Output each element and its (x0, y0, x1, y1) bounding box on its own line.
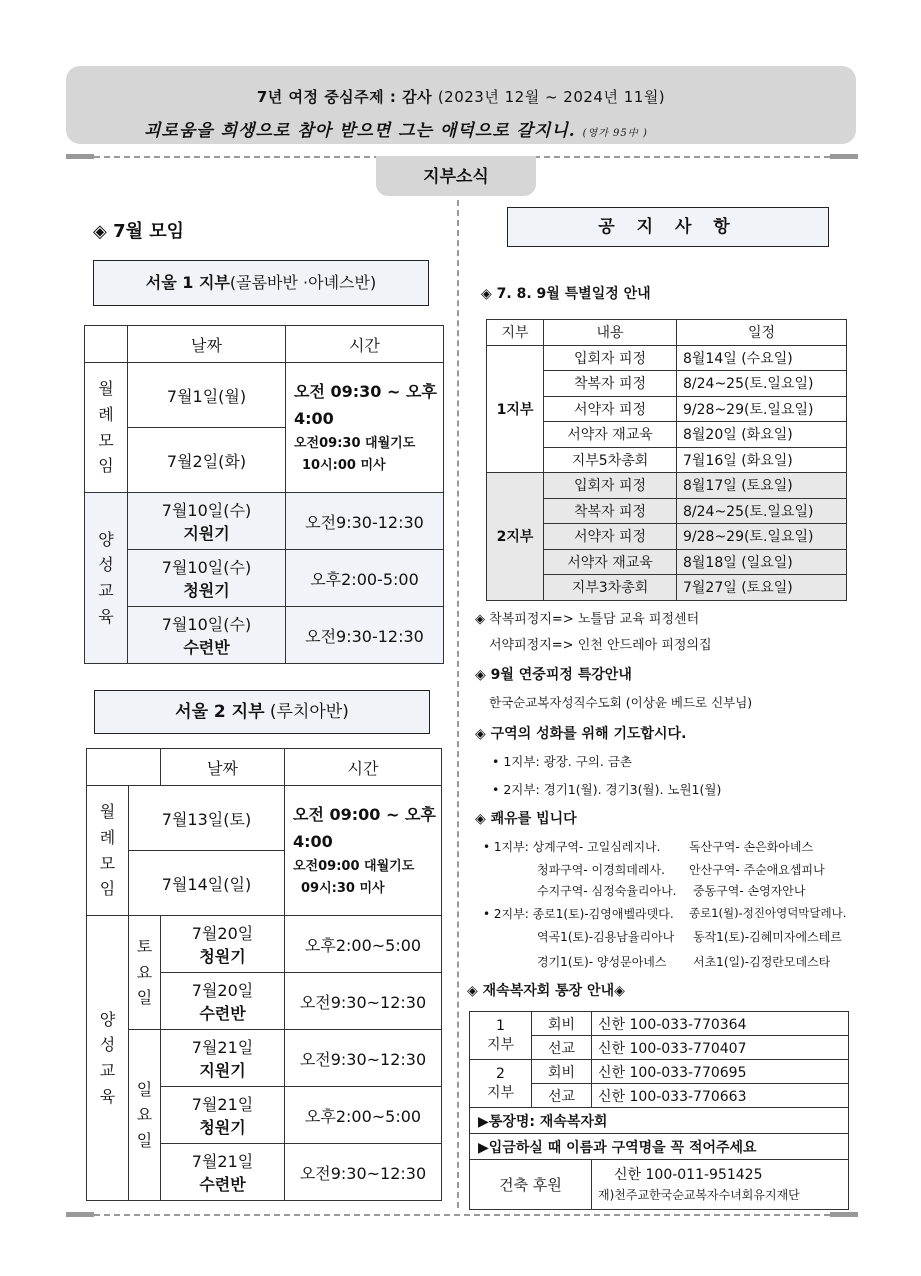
date-cell: 7월2일(화) (128, 428, 286, 493)
col-header: 지부 (487, 320, 544, 346)
item-cell: 서약자 재교육 (544, 422, 677, 448)
sept-text: 한국순교복자성직수도회 (이상윤 베드로 신부님) (489, 695, 753, 710)
edu-date-cell: 7월21일 청원기 (161, 1087, 285, 1144)
divider-cap (66, 1212, 94, 1217)
date-cell: 8월17일 (토요일) (677, 473, 847, 499)
heal-line: 수지구역- 심정숙율리아나. (537, 884, 677, 898)
edu-time-cell: 오전9:30~12:30 (285, 1144, 442, 1201)
item-cell: 지부5차총회 (544, 447, 677, 473)
verse-line: 괴로움을 희생으로 참아 받으면 그는 애덕으로 갈지니. (영가 95中 ) (144, 121, 648, 141)
heal-line: 종로1(월)-정진아영덕막달레나. (689, 906, 847, 920)
date-cell: 7월16일 (화요일) (677, 447, 847, 473)
edu-time-cell: 오후2:00~5:00 (285, 916, 442, 973)
sunday-label: 일 요 일 (129, 1030, 161, 1201)
heal-line: 경기1(토)- 양성문아네스 (537, 955, 667, 969)
col-header: 날짜 (161, 749, 285, 786)
item-cell: 입회자 피정 (544, 473, 677, 499)
item-cell: 입회자 피정 (544, 345, 677, 371)
edu-date-cell: 7월21일 수련반 (161, 1144, 285, 1201)
edu-time-cell: 오전9:30~12:30 (285, 1030, 442, 1087)
venue-line: ◈ 착복피정지=> 노틀담 교육 피정센터 (475, 612, 700, 627)
heal-line: 역곡1(토)-김용남율리아나 (537, 930, 675, 944)
col-header: 시간 (286, 326, 444, 363)
edu-date-cell: 7월20일 청원기 (161, 916, 285, 973)
prayer-title: ◈ 구역의 성화를 위해 기도합시다. (475, 726, 687, 742)
edu-date-cell: 7월21일 지원기 (161, 1030, 285, 1087)
prayer-line: • 2지부: 경기1(월). 경기3(월). 노원1(월) (492, 782, 722, 797)
header-banner (66, 66, 856, 144)
seoul1-schedule-table (84, 325, 444, 664)
heal-line: • 2지부: 종로1(토)-김영애벨라뎃다. (483, 907, 674, 921)
edu-time-cell: 오후2:00-5:00 (286, 550, 444, 607)
acc-note: ▶입금하실 때 이름과 구역명을 꼭 적어주세요 (470, 1134, 849, 1160)
date-cell: 9/28~29(토.일요일) (677, 524, 847, 550)
branch2-label: 2지부 (487, 473, 544, 601)
heal-line: 안산구역- 주순애요셉피나 (689, 863, 825, 877)
branch1-label: 1 지부 (470, 1012, 532, 1060)
heal-line: 중동구역- 손영자안나 (693, 884, 806, 898)
monthly-label: 월 례 모 임 (87, 786, 129, 916)
heal-line: 독산구역- 손은화아녜스 (689, 840, 814, 854)
build-info: 신한 100-011-951425 재)천주교한국순교복자수녀회유지재단 (592, 1160, 849, 1210)
notice-title-box: 공 지 사 항 (507, 207, 829, 247)
item-cell: 서약자 재교육 (544, 549, 677, 575)
divider (94, 1214, 830, 1216)
section-tab: 지부소식 (376, 156, 536, 196)
monthly-time-cell: 오전 09:30 ~ 오후4:00 오전09:30 대월기도 10시:00 미사 (286, 363, 444, 493)
special-schedule-table (486, 319, 847, 601)
item-cell: 착복자 피정 (544, 498, 677, 524)
heal-line: 서초1(일)-김정란모데스타 (693, 955, 831, 969)
date-cell: 8/24~25(토.일요일) (677, 371, 847, 397)
divider-cap (830, 154, 858, 159)
special-title: ◈ 7. 8. 9월 특별일정 안내 (481, 286, 651, 302)
date-cell: 8월20일 (화요일) (677, 422, 847, 448)
acc-type: 회비 (532, 1060, 592, 1084)
date-cell: 7월1일(월) (128, 363, 286, 428)
col-header: 시간 (285, 749, 442, 786)
account-title: ◈ 재속복자회 통장 안내◈ (467, 983, 625, 999)
sept-title: ◈ 9월 연중피정 특강안내 (475, 667, 632, 683)
acc-num: 신한 100-033-770695 (592, 1060, 849, 1084)
date-cell: 7월27일 (토요일) (677, 575, 847, 601)
column-divider (457, 200, 459, 1208)
prayer-line: • 1지부: 광장. 구의. 금촌 (492, 754, 632, 769)
item-cell: 서약자 피정 (544, 524, 677, 550)
theme-line: 7년 여정 중심주제 : 감사 (2023년 12월 ~ 2024년 11월) (256, 88, 666, 106)
date-cell: 8월18일 (일요일) (677, 549, 847, 575)
acc-num: 신한 100-033-770364 (592, 1012, 849, 1036)
branch1-label: 1지부 (487, 345, 544, 473)
corner-cell (85, 326, 128, 363)
edu-label: 양 성 교 육 (87, 916, 129, 1201)
edu-date-cell: 7월10일(수) 지원기 (128, 493, 286, 550)
heal-line: 동작1(토)-김혜미자에스테르 (693, 930, 842, 944)
date-cell: 7월13일(토) (129, 786, 285, 851)
date-cell: 8월14일 (수요일) (677, 345, 847, 371)
seoul2-title-box: 서울 2 지부 (루치아반) (94, 690, 430, 734)
edu-time-cell: 오후2:00~5:00 (285, 1087, 442, 1144)
edu-time-cell: 오전9:30-12:30 (286, 493, 444, 550)
item-cell: 지부3차총회 (544, 575, 677, 601)
venue-line: 서약피정지=> 인천 안드레아 피정의집 (489, 638, 712, 653)
col-header: 일정 (677, 320, 847, 346)
build-label: 건축 후원 (470, 1160, 592, 1210)
heal-title: ◈ 쾌유를 빕니다 (475, 811, 577, 827)
acc-type: 선교 (532, 1036, 592, 1060)
date-cell: 7월14일(일) (129, 851, 285, 916)
col-header: 날짜 (128, 326, 286, 363)
seoul2-schedule-table (86, 748, 442, 1201)
divider-cap (830, 1212, 858, 1217)
branch2-label: 2 지부 (470, 1060, 532, 1108)
acc-type: 선교 (532, 1084, 592, 1108)
date-cell: 9/28~29(토.일요일) (677, 396, 847, 422)
monthly-label: 월 례 모 임 (85, 363, 128, 493)
edu-label: 양 성 교 육 (85, 493, 128, 664)
item-cell: 착복자 피정 (544, 371, 677, 397)
heal-line: • 1지부: 상계구역- 고일심레지나. (483, 840, 661, 854)
acc-num: 신한 100-033-770663 (592, 1084, 849, 1108)
saturday-label: 토 요 일 (129, 916, 161, 1030)
divider-cap (66, 154, 94, 159)
date-cell: 8/24~25(토.일요일) (677, 498, 847, 524)
account-table (469, 1011, 849, 1210)
edu-date-cell: 7월10일(수) 수련반 (128, 607, 286, 664)
edu-date-cell: 7월10일(수) 청원기 (128, 550, 286, 607)
section-title: ◈ 7월 모임 (93, 221, 185, 242)
seoul1-title-box: 서울 1 지부(골롬바반 ·아녜스반) (93, 260, 429, 306)
corner-cell (87, 749, 161, 786)
monthly-time-cell: 오전 09:00 ~ 오후4:00 오전09:00 대월기도 09시:30 미사 (285, 786, 442, 916)
item-cell: 서약자 피정 (544, 396, 677, 422)
edu-date-cell: 7월20일 수련반 (161, 973, 285, 1030)
heal-line: 청파구역- 이경희데레사. (537, 863, 665, 877)
acc-num: 신한 100-033-770407 (592, 1036, 849, 1060)
edu-time-cell: 오전9:30-12:30 (286, 607, 444, 664)
acc-type: 회비 (532, 1012, 592, 1036)
acc-name: ▶통장명: 재속복자회 (470, 1108, 849, 1134)
col-header: 내용 (544, 320, 677, 346)
edu-time-cell: 오전9:30~12:30 (285, 973, 442, 1030)
